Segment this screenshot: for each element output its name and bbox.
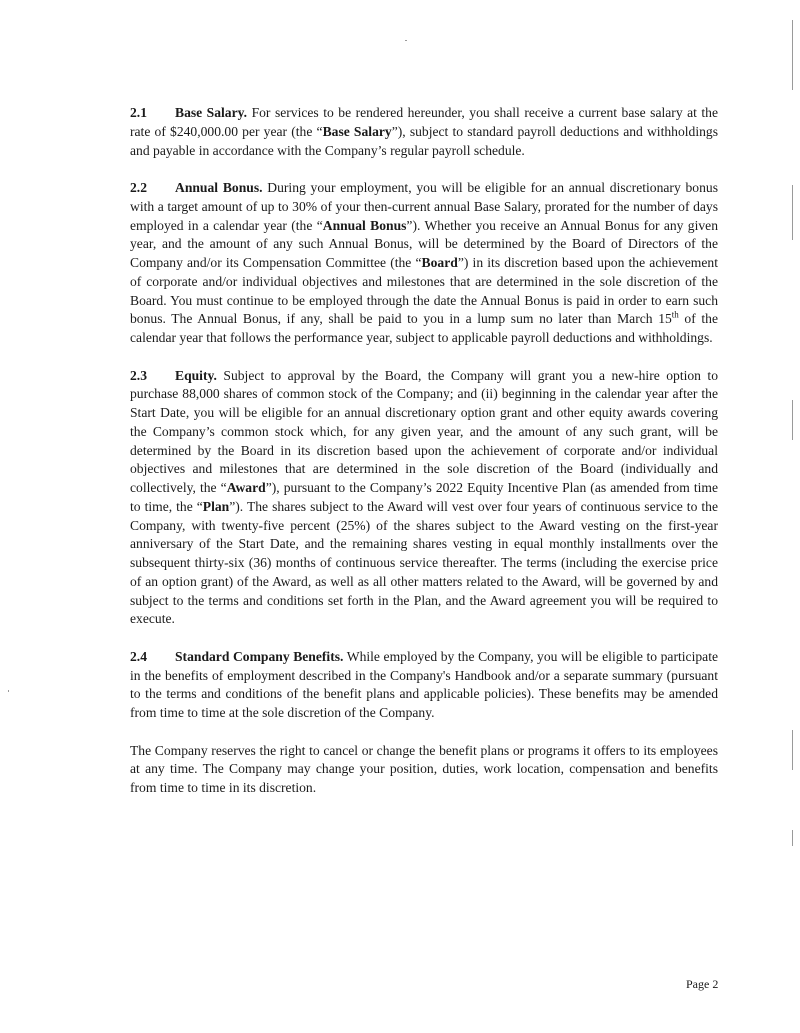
section-2-1 (130, 104, 718, 160)
section-text: ”). The shares subject to the Award will vest over four years of continuous service to the Company, with twenty-five percent (25%) of the shares subject to the Award vesting on the first-year anniversary of the Start Date, and the remaining shares vesting in equal monthly installments over the subsequent thirty-six (36) months of continuous service thereafter. The terms (including the exercise price of an option grant) of the Award, as well as all other matters related to the Award, will be governed by and subject to the terms and conditions set forth in the Plan, and the Award agreement you will be required to execute. (130, 498, 718, 627)
sections-container (130, 104, 718, 723)
section-text: Subject to approval by the Board, the Company will grant you a new-hire option to purchase 88,000 shares of common stock of the Company; and (ii) beginning in the calendar year after the Start Date, you will be eligible for an annual discretionary option grant and other equity awards covering the Company’s common stock which, for any given year, and the amount of any such grant, will be determined by the Board in its discretion based upon the achievement of corporate and/or individual objectives and milestones that are determined in the sole discretion of the Board (individually and collectively, the “ (130, 367, 718, 495)
scan-artifact (792, 185, 793, 240)
section-text: ”), subject to standard payroll deductions and withholdings and payable in accordance with the Company’s regular payroll schedule. (130, 123, 718, 158)
section-heading: Base Salary. (175, 105, 248, 120)
section-text: During your employment, you will be eligible for an annual discretionary bonus with a target amount of up to 30% of your then-current annual Base Salary, prorated for the number of days employed in a calendar year (the “ (130, 180, 718, 233)
document-body (130, 104, 718, 817)
section-2-3 (130, 367, 718, 630)
section-text: ”), pursuant to the Company’s 2022 Equity Incentive Plan (as amended from time to time, the “ (130, 480, 718, 514)
closing-paragraph: The Company reserves the right to cancel or change the benefit plans or programs it offers to its employees at any time. The Company may change your position, duties, work location, compensation and benefits from time to time in its discretion. (130, 742, 718, 795)
section-2-4 (130, 648, 718, 723)
ordinal-suffix: th (671, 309, 679, 320)
section-number: 2.2 (130, 180, 147, 195)
section-2-2 (130, 179, 718, 348)
section-number: 2.4 (130, 648, 147, 664)
defined-term: Award (226, 480, 266, 495)
section-text: For services to be rendered hereunder, you shall receive a current base salary at the rate of $240,000.00 per year (the “ (130, 105, 719, 139)
scan-artifact (792, 400, 793, 440)
section-text: of the calendar year that follows the performance year, subject to applicable payroll deductions and withholdings. (130, 311, 718, 345)
section-heading: Equity. (175, 367, 217, 383)
page-number: Page 2 (686, 977, 719, 991)
defined-term: Board (421, 255, 458, 270)
scan-artifact (792, 830, 793, 846)
section-heading: Standard Company Benefits. (175, 648, 344, 664)
section-number: 2.3 (130, 367, 147, 383)
scan-artifact (8, 690, 9, 692)
section-text: ”) in its discretion based upon the achievement of corporate and/or individual objectives and milestones that are determined in the sole discretion of the Board. You must continue to be employed through the date the Annual Bonus is paid in order to earn such bonus. The Annual Bonus, if any, shall be paid to you in a lump sum no later than March 15 (130, 255, 718, 327)
scan-artifact (405, 40, 407, 41)
section-text: While employed by the Company, you will be eligible to participate in the benefits of employment described in the Company's Handbook and/or a separate summary (pursuant to the terms and conditions of the benefit plans and applicable policies). These benefits may be amended from time to time at the sole discretion of the Company. (130, 648, 718, 720)
defined-term: Plan (202, 498, 230, 514)
defined-term: Annual Bonus (322, 217, 407, 233)
scan-artifact (792, 730, 793, 770)
section-number: 2.1 (130, 105, 147, 120)
section-heading: Annual Bonus. (175, 180, 263, 195)
defined-term: Base Salary (322, 123, 392, 139)
scan-artifact (792, 20, 793, 90)
section-text: ”). Whether you receive an Annual Bonus for any given year, and the amount of any such Annual Bonus, will be determined by the Board of Directors of the Company and/or its Compensation Committee (the “ (130, 217, 718, 270)
